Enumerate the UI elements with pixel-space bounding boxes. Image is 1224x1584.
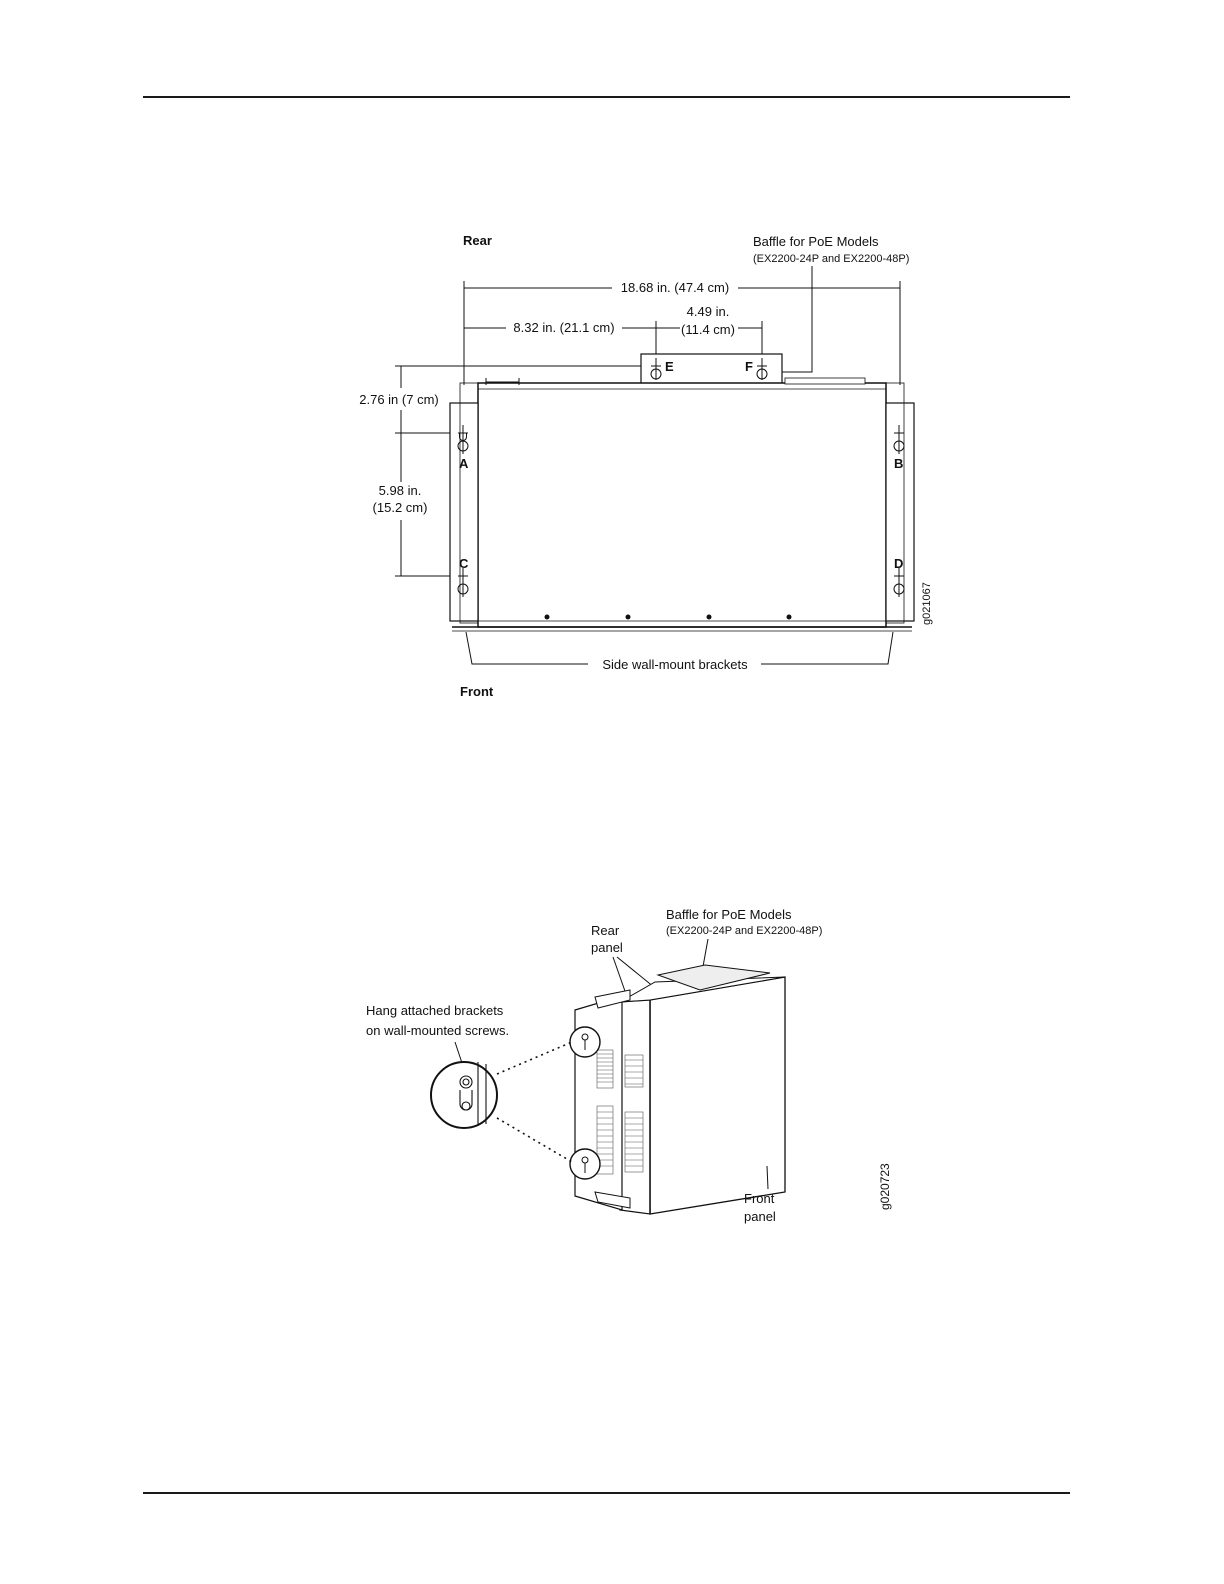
hole-d: D — [894, 556, 904, 571]
figure-wall-mount-dimensions — [340, 225, 960, 715]
rear-panel-line1: Rear — [591, 923, 620, 938]
baffle-leader — [780, 266, 812, 372]
dim-rear-offset: 2.76 in (7 cm) — [359, 392, 439, 407]
rear-panel-line2: panel — [591, 940, 623, 955]
dim-to-e: 8.32 in. (21.1 cm) — [513, 320, 615, 335]
bracket-right — [886, 403, 914, 621]
figure-id: g021067 — [921, 582, 933, 625]
baffle-models-2: (EX2200-24P and EX2200-48P) — [666, 925, 823, 937]
front-label: Front — [460, 684, 494, 699]
dim-vertical-in: 5.98 in. — [378, 483, 422, 498]
dim-e-to-f-cm: (11.4 cm) — [681, 322, 735, 337]
hole-e: E — [665, 359, 674, 374]
switch-chassis — [478, 383, 886, 627]
dim-total-width: 18.68 in. (47.4 cm) — [620, 280, 730, 295]
brackets-label: Side wall-mount brackets — [602, 657, 748, 672]
hole-c: C — [459, 556, 469, 571]
front-panel-line1: Front — [744, 1191, 775, 1206]
dim-vertical-cm: (15.2 cm) — [372, 500, 428, 515]
baffle-title-2: Baffle for PoE Models — [666, 907, 792, 922]
switch-rear-panel — [620, 1000, 650, 1214]
baffle-models: (EX2200-24P and EX2200-48P) — [753, 253, 910, 265]
front-panel-line2: panel — [744, 1209, 776, 1224]
figure-id-2: g020723 — [878, 1163, 892, 1210]
switch-body-side — [650, 977, 785, 1214]
hang-line2: on wall-mounted screws. — [366, 1023, 510, 1038]
footer-rule — [143, 1492, 1070, 1494]
magnified-detail — [431, 1062, 497, 1128]
figure-hang-on-wall — [355, 900, 915, 1230]
dim-e-to-f-in: 4.49 in. — [686, 304, 730, 319]
bracket-left — [450, 403, 478, 621]
hole-f: F — [745, 359, 753, 374]
hole-b: B — [894, 456, 904, 471]
hang-line1: Hang attached brackets — [366, 1003, 504, 1018]
header-rule — [143, 96, 1070, 98]
rear-label: Rear — [463, 233, 492, 248]
hole-a: A — [459, 456, 469, 471]
baffle-title: Baffle for PoE Models — [753, 234, 879, 249]
